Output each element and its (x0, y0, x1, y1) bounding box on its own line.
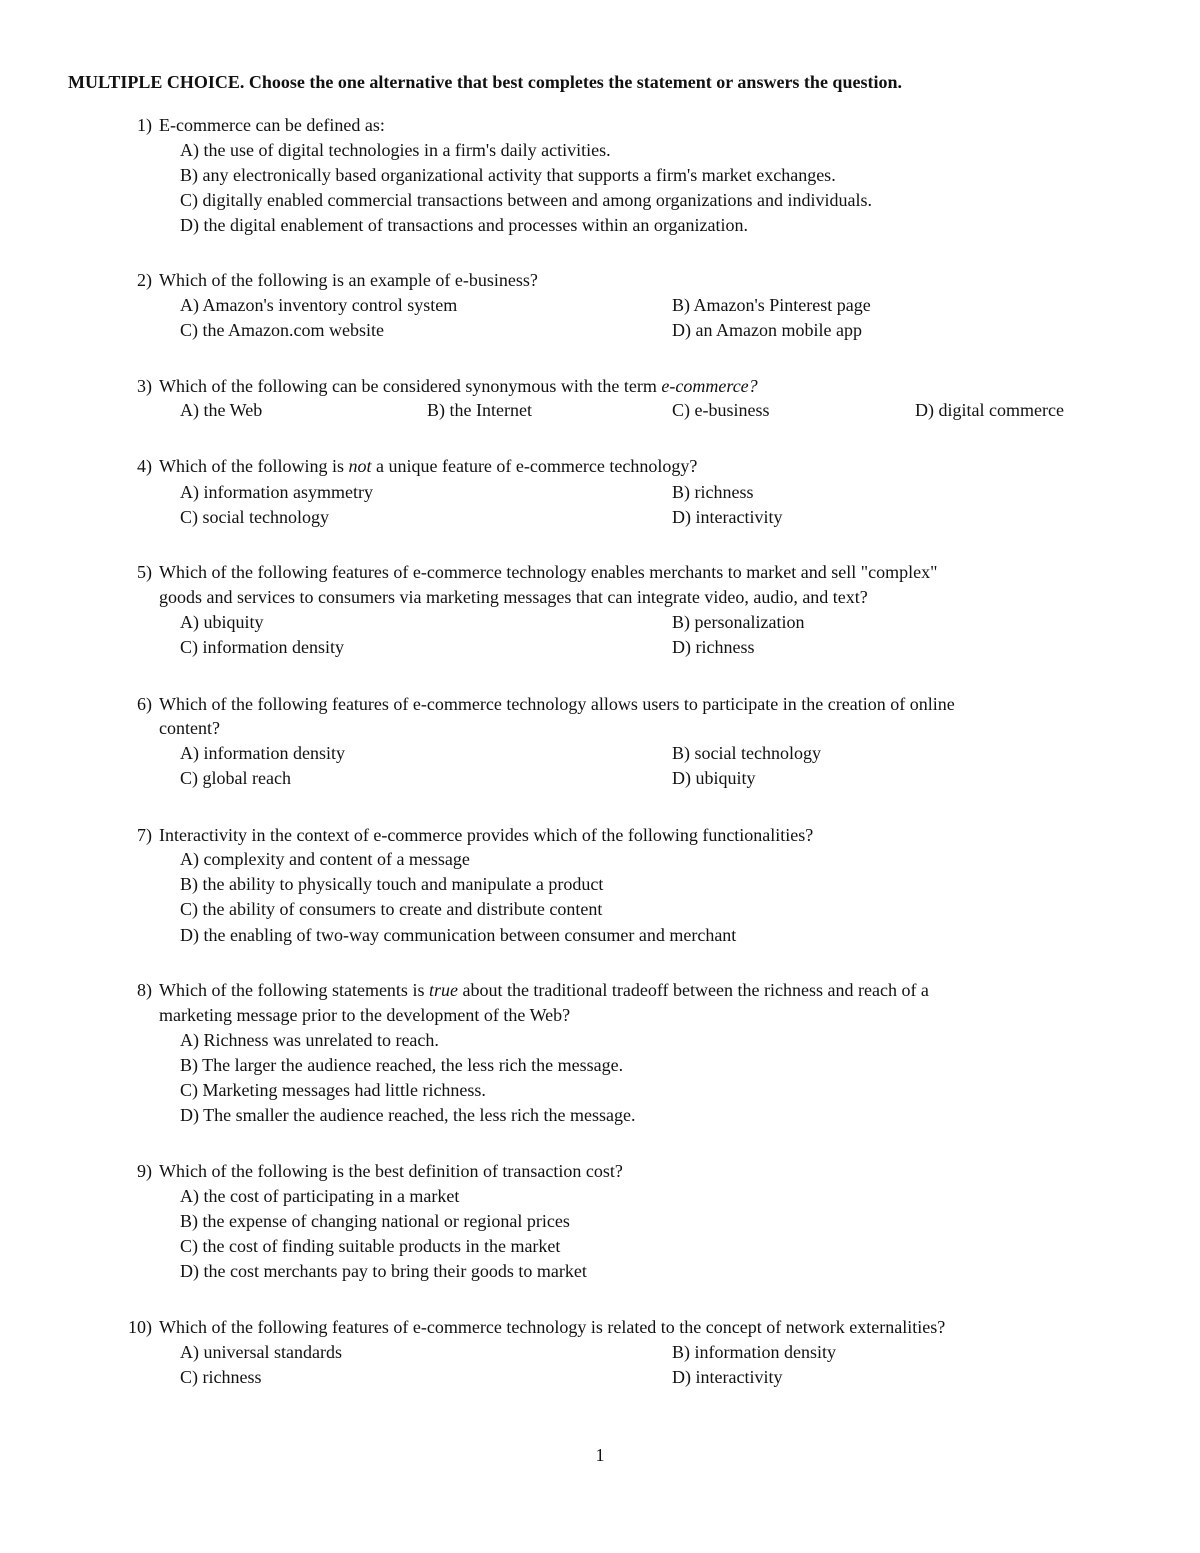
question-10-option-a: A) universal standards (180, 1342, 342, 1362)
question-10-option-b: B) information density (672, 1342, 836, 1362)
question-8-option-d: D) The smaller the audience reached, the less rich the message. (180, 1105, 636, 1125)
question-7-text: Interactivity in the context of e-commerce provides which of the following functionalities? (159, 825, 814, 845)
question-2-option-b: B) Amazon's Pinterest page (672, 295, 871, 315)
question-10-option-d: D) interactivity (672, 1367, 783, 1387)
question-3-option-d: D) digital commerce (915, 400, 1064, 420)
question-6-option-a: A) information density (180, 743, 345, 763)
question-5-option-b: B) personalization (672, 612, 805, 632)
question-8-option-c: C) Marketing messages had little richness. (180, 1080, 486, 1100)
question-8-option-a: A) Richness was unrelated to reach. (180, 1030, 439, 1050)
question-6-option-b: B) social technology (672, 743, 821, 763)
question-4-text-after: a unique feature of e-commerce technology? (371, 456, 698, 476)
question-9-option-a: A) the cost of participating in a market (180, 1186, 460, 1206)
question-6-text-line1: Which of the following features of e-commerce technology allows users to participate in the creation of online (159, 694, 955, 714)
question-6-text-line2: content? (159, 718, 220, 738)
question-5-number: 5) (137, 562, 152, 582)
question-8-text-emphasis: true (428, 980, 458, 1000)
question-5-text-line1: Which of the following features of e-commerce technology enables merchants to market and sell "complex" (159, 562, 938, 582)
question-2-option-c: C) the Amazon.com website (180, 320, 384, 340)
question-5-option-d: D) richness (672, 637, 755, 657)
question-8-number: 8) (137, 980, 152, 1000)
question-3-text (159, 375, 758, 397)
question-7-option-b: B) the ability to physically touch and manipulate a product (180, 874, 604, 894)
question-7-option-c: C) the ability of consumers to create and distribute content (180, 899, 603, 919)
question-3-option-c: C) e-business (672, 400, 770, 420)
question-4-text-before: Which of the following is (159, 456, 349, 476)
page-number: 1 (595, 1445, 605, 1465)
question-3-number: 3) (137, 376, 152, 396)
question-7-number: 7) (137, 825, 152, 845)
question-3-text-emphasis: e-commerce? (661, 376, 758, 396)
question-9-option-b: B) the expense of changing national or regional prices (180, 1211, 570, 1231)
question-2-text: Which of the following is an example of e-business? (159, 270, 538, 290)
question-8-text-line2: marketing message prior to the development of the Web? (159, 1005, 571, 1025)
question-1-option-a: A) the use of digital technologies in a firm's daily activities. (180, 140, 611, 160)
question-10-option-c: C) richness (180, 1367, 262, 1387)
question-7-option-d: D) the enabling of two-way communication between consumer and merchant (180, 925, 737, 945)
question-9-option-d: D) the cost merchants pay to bring their goods to market (180, 1261, 587, 1281)
question-6-option-c: C) global reach (180, 768, 291, 788)
question-10-number: 10) (128, 1317, 152, 1337)
question-8-text-after: about the traditional tradeoff between the richness and reach of a (457, 980, 929, 1000)
question-4-text (159, 455, 697, 477)
question-5-option-c: C) information density (180, 637, 344, 657)
question-9-number: 9) (137, 1161, 152, 1181)
question-1-number: 1) (137, 115, 152, 135)
question-4-number: 4) (137, 456, 152, 476)
question-1-option-c: C) digitally enabled commercial transactions between and among organizations and individuals. (180, 190, 872, 210)
question-4-option-d: D) interactivity (672, 507, 783, 527)
question-5-text-line2: goods and services to consumers via marketing messages that can integrate video, audio, and text? (159, 587, 868, 607)
question-3-option-b: B) the Internet (427, 400, 532, 420)
question-2-number: 2) (137, 270, 152, 290)
question-10-text: Which of the following features of e-commerce technology is related to the concept of network externalities? (159, 1317, 946, 1337)
question-8-text-line1 (159, 979, 929, 1001)
question-7-option-a: A) complexity and content of a message (180, 849, 470, 869)
question-4-option-a: A) information asymmetry (180, 482, 373, 502)
question-2-option-d: D) an Amazon mobile app (672, 320, 862, 340)
question-4-option-b: B) richness (672, 482, 754, 502)
question-2-option-a: A) Amazon's inventory control system (180, 295, 458, 315)
question-9-text: Which of the following is the best definition of transaction cost? (159, 1161, 623, 1181)
question-3-option-a: A) the Web (180, 400, 263, 420)
question-8-text-before: Which of the following statements is (159, 980, 429, 1000)
question-1-text: E-commerce can be defined as: (159, 115, 385, 135)
question-4-text-emphasis: not (348, 456, 372, 476)
question-1-option-d: D) the digital enablement of transactions and processes within an organization. (180, 215, 749, 235)
question-9-option-c: C) the cost of finding suitable products in the market (180, 1236, 561, 1256)
question-6-number: 6) (137, 694, 152, 714)
question-6-option-d: D) ubiquity (672, 768, 756, 788)
question-4-option-c: C) social technology (180, 507, 329, 527)
question-1-option-b: B) any electronically based organizational activity that supports a firm's market exchanges. (180, 165, 836, 185)
instructions-heading: MULTIPLE CHOICE. Choose the one alternative that best completes the statement or answers the question. (68, 72, 902, 92)
question-5-option-a: A) ubiquity (180, 612, 264, 632)
question-8-option-b: B) The larger the audience reached, the less rich the message. (180, 1055, 624, 1075)
question-3-text-main: Which of the following can be considered synonymous with the term (159, 376, 662, 396)
